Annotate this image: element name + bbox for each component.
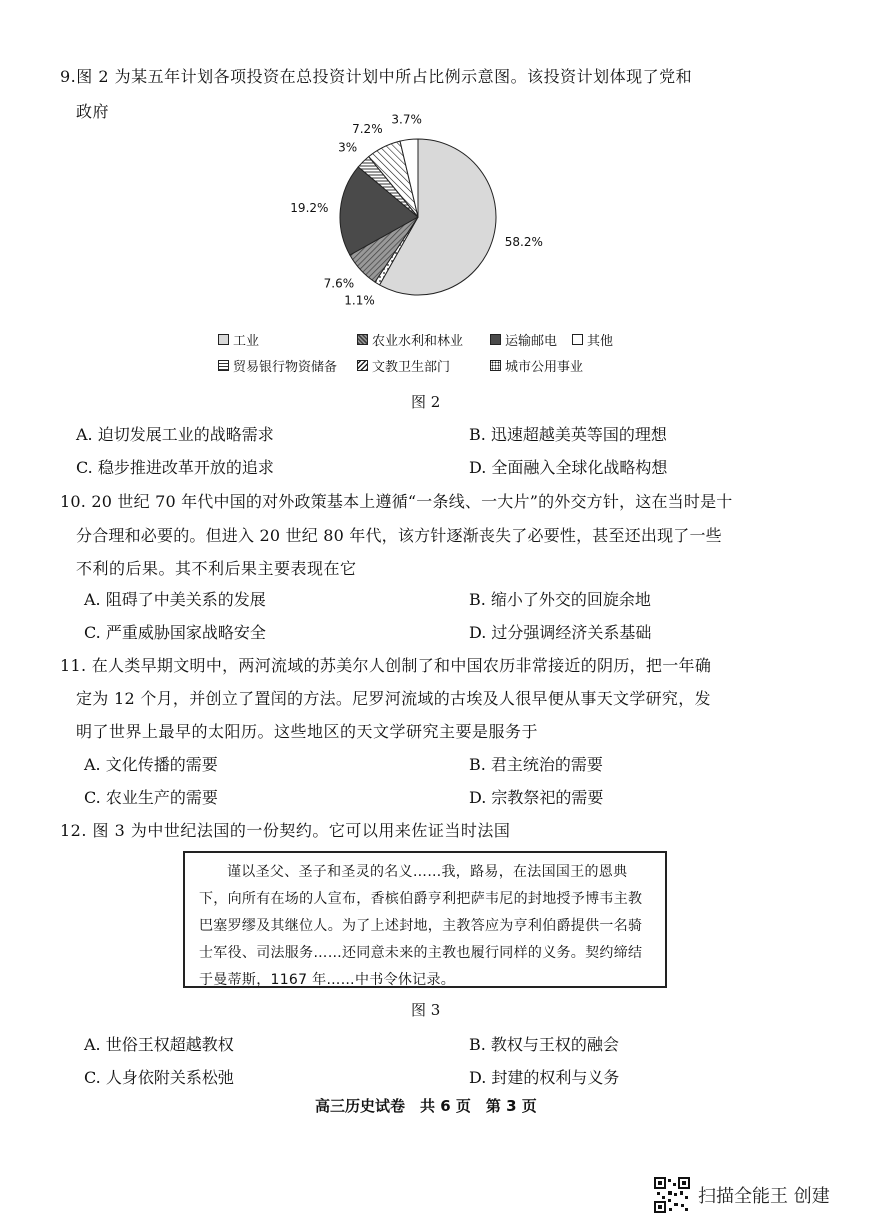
q11-option-c[interactable]: C. 农业生产的需要 [84, 788, 218, 807]
pie-slice-label: 19.2% [290, 200, 329, 215]
legend-swatch-icon [357, 334, 368, 345]
legend-item-other [572, 330, 613, 349]
q9-option-d[interactable]: D. 全面融入全球化战略构想 [469, 458, 668, 477]
pie-slice-label: 1.1% [344, 293, 375, 308]
legend-item-agriculture [357, 330, 463, 349]
pie-slice-label: 7.6% [323, 276, 355, 291]
legend-swatch-icon [490, 360, 501, 371]
pie-slice-label: 3% [338, 140, 358, 155]
q10-stem-line2: 分合理和必要的。但进入 20 世纪 80 年代，该方针逐渐丧失了必要性，甚至还出现了一些 [76, 526, 722, 545]
q12-option-b[interactable]: B. 教权与王权的融会 [469, 1035, 619, 1054]
contract-text-box [183, 851, 667, 988]
legend-label: 其他 [587, 334, 614, 349]
q10-stem-line1: 10. 20 世纪 70 年代中国的对外政策基本上遵循“一条线、一大片”的外交方针，这在当时是十 [60, 492, 733, 511]
q10-option-d[interactable]: D. 过分强调经济关系基础 [469, 623, 652, 642]
pie-chart [290, 112, 580, 325]
page-footer: 高三历史试卷 共 6 页 第 3 页 [315, 1097, 537, 1115]
legend-item-trade [218, 356, 337, 375]
legend-label: 农业水利和林业 [372, 334, 464, 349]
watermark-text: 扫描全能王 创建 [698, 1186, 830, 1207]
q9-option-a[interactable]: A. 迫切发展工业的战略需求 [76, 425, 274, 444]
q9-option-c[interactable]: C. 稳步推进改革开放的追求 [76, 458, 274, 477]
legend-label: 文教卫生部门 [372, 360, 451, 375]
q10-option-b[interactable]: B. 缩小了外交的回旋余地 [469, 590, 651, 609]
q12-option-d[interactable]: D. 封建的权利与义务 [469, 1068, 620, 1087]
contract-text: 谨以圣父、圣子和圣灵的名义……我，路易，在法国国王的恩典下，向所有在场的人宣布，香槟伯爵亨利把萨韦尼的封地授予博韦主教巴塞罗缪及其继位人。为了上述封地，主教答应为亨利伯爵提供一名骑士军役、司法服务……还同意未来的主教也履行同样的义务。契约缔结于曼蒂斯，1167 年……中书令休记录。 [199, 864, 643, 988]
q10-option-a[interactable]: A. 阻碍了中美关系的发展 [84, 590, 266, 609]
q11-stem-line3: 明了世界上最早的太阳历。这些地区的天文学研究主要是服务于 [76, 722, 539, 741]
legend-swatch-icon [357, 360, 368, 371]
qr-code-icon [654, 1177, 690, 1213]
legend-swatch-icon [218, 360, 229, 371]
q11-option-d[interactable]: D. 宗教祭祀的需要 [469, 788, 604, 807]
q11-stem-line1: 11. 在人类早期文明中，两河流域的苏美尔人创制了和中国农历非常接近的阴历，把一年确 [60, 656, 712, 675]
legend-label: 工业 [233, 334, 260, 349]
legend-item-education [357, 356, 450, 375]
legend-label: 贸易银行物资储备 [233, 360, 338, 375]
q10-stem-line3: 不利的后果。其不利后果主要表现在它 [76, 559, 357, 578]
figure-3-caption: 图 3 [411, 1001, 441, 1019]
q9-stem-line2: 政府 [76, 102, 110, 121]
legend-item-utilities [490, 356, 583, 375]
q11-option-a[interactable]: A. 文化传播的需要 [84, 755, 218, 774]
pie-slice-label: 7.2% [352, 122, 383, 137]
legend-swatch-icon [490, 334, 501, 345]
q11-stem-line2: 定为 12 个月，并创立了置闰的方法。尼罗河流域的古埃及人很早便从事天文学研究，发 [76, 689, 711, 708]
q9-option-b[interactable]: B. 迅速超越美英等国的理想 [469, 425, 667, 444]
q12-option-c[interactable]: C. 人身依附关系松弛 [84, 1068, 234, 1087]
legend-item-transport [490, 330, 557, 349]
q12-stem-line1: 12. 图 3 为中世纪法国的一份契约。它可以用来佐证当时法国 [60, 821, 511, 840]
legend-swatch-icon [218, 334, 229, 345]
legend-label: 运输邮电 [505, 334, 558, 349]
q11-option-b[interactable]: B. 君主统治的需要 [469, 755, 603, 774]
legend-swatch-icon [572, 334, 583, 345]
pie-slice-label: 58.2% [504, 234, 543, 249]
pie-slice-label: 3.7% [391, 112, 422, 127]
legend-item-industry [218, 330, 259, 349]
q9-stem-line1: 9.图 2 为某五年计划各项投资在总投资计划中所占比例示意图。该投资计划体现了党和 [60, 67, 693, 86]
legend-label: 城市公用事业 [505, 360, 584, 375]
figure-2-caption: 图 2 [411, 393, 441, 411]
scanner-watermark [654, 1177, 830, 1213]
q10-option-c[interactable]: C. 严重威胁国家战略安全 [84, 623, 266, 642]
q12-option-a[interactable]: A. 世俗王权超越教权 [84, 1035, 234, 1054]
